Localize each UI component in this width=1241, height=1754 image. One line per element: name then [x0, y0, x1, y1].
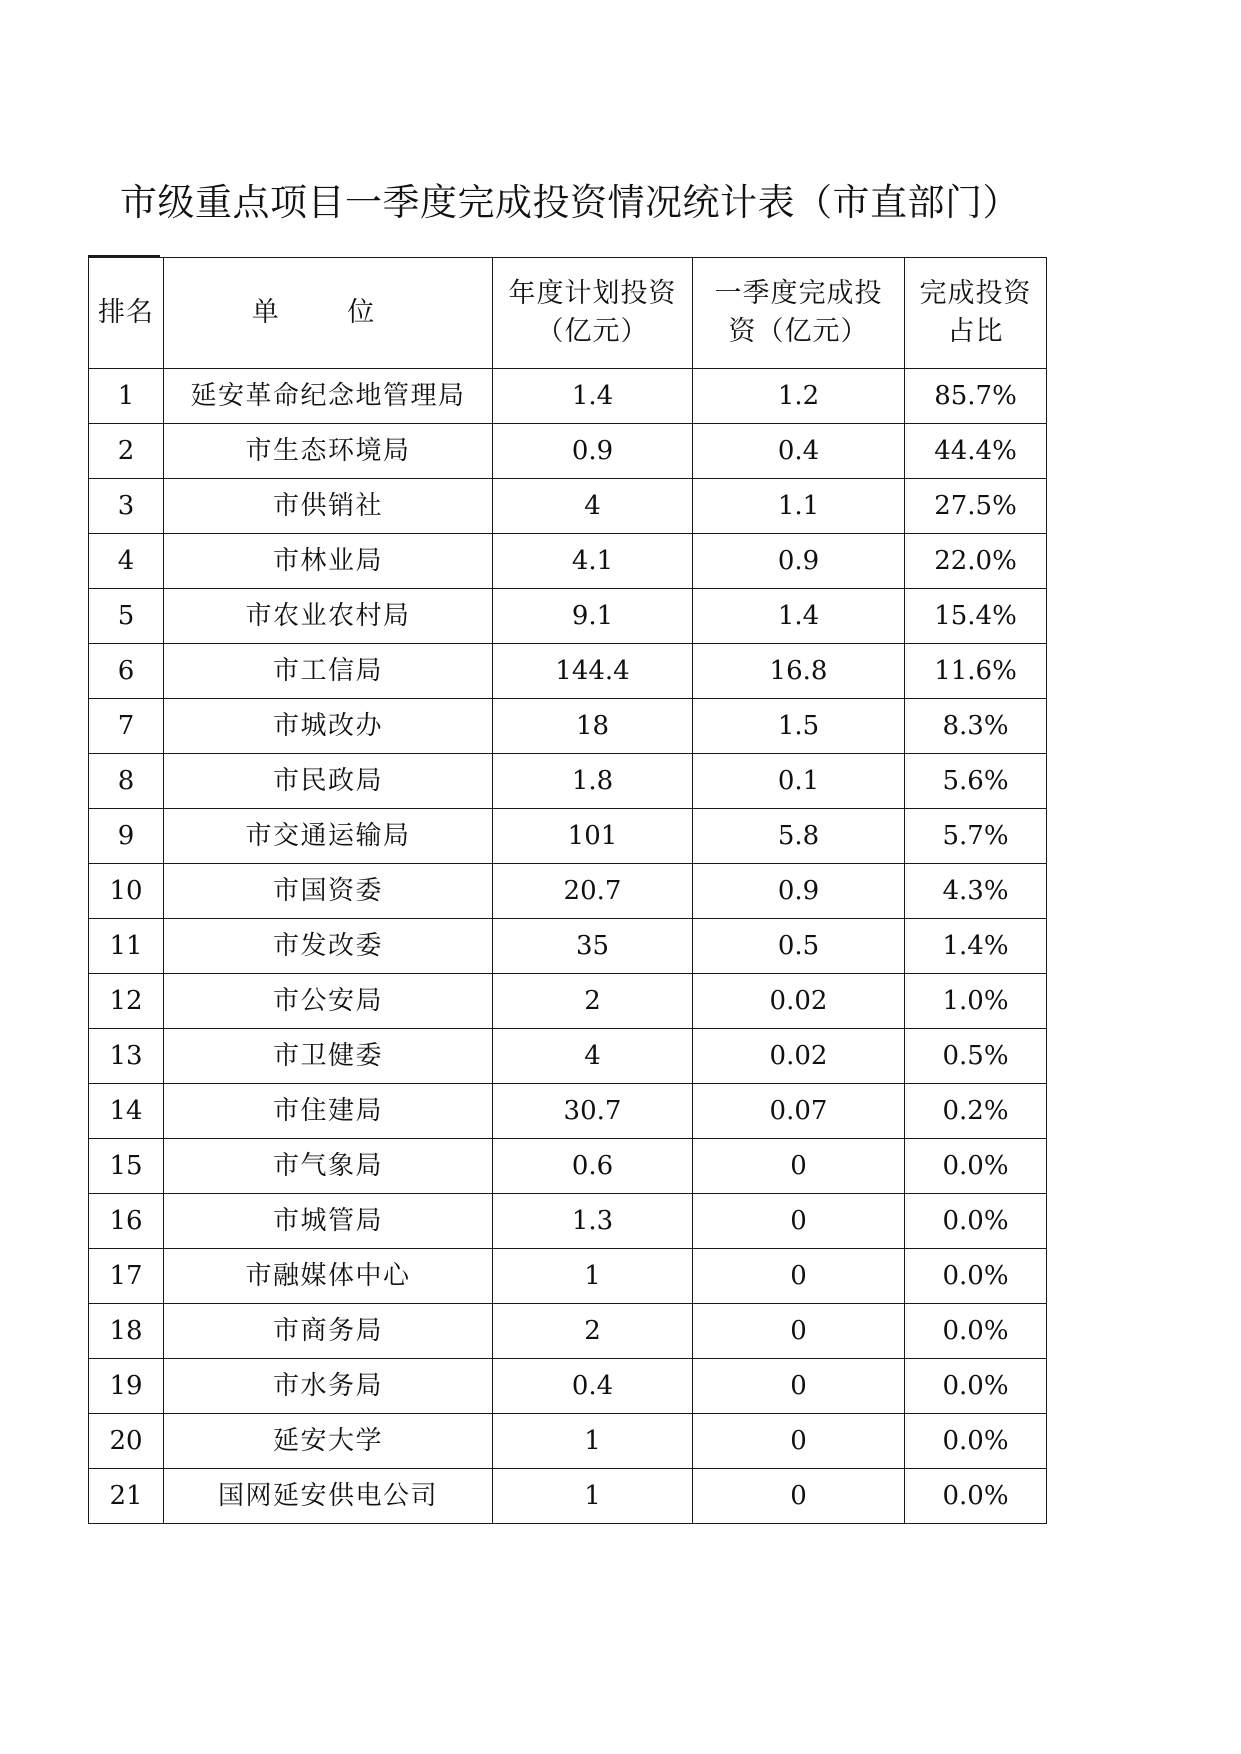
cell-q1-completed: 0.4 [693, 424, 905, 479]
header-q1-completed [693, 258, 905, 369]
cell-unit: 市水务局 [164, 1359, 493, 1414]
header-annual-plan-line2: （亿元） [536, 316, 649, 347]
cell-completion-ratio: 0.0% [905, 1194, 1047, 1249]
cell-completion-ratio: 0.0% [905, 1469, 1047, 1524]
cell-q1-completed: 0 [693, 1249, 905, 1304]
cell-rank: 2 [89, 424, 164, 479]
cell-rank: 18 [89, 1304, 164, 1359]
table-row [89, 1359, 1047, 1414]
cell-q1-completed: 0.02 [693, 1029, 905, 1084]
table-row [89, 809, 1047, 864]
header-unit-label: 单 位 [251, 297, 405, 328]
cell-unit: 国网延安供电公司 [164, 1469, 493, 1524]
cell-annual-plan: 1.8 [493, 754, 693, 809]
cell-q1-completed: 0 [693, 1414, 905, 1469]
cell-unit: 延安大学 [164, 1414, 493, 1469]
cell-rank: 12 [89, 974, 164, 1029]
cell-annual-plan: 1.4 [493, 369, 693, 424]
cell-unit: 延安革命纪念地管理局 [164, 369, 493, 424]
cell-annual-plan: 35 [493, 919, 693, 974]
cell-rank: 11 [89, 919, 164, 974]
cell-annual-plan: 30.7 [493, 1084, 693, 1139]
cell-annual-plan: 144.4 [493, 644, 693, 699]
cell-completion-ratio: 0.0% [905, 1139, 1047, 1194]
cell-annual-plan: 0.9 [493, 424, 693, 479]
cell-unit: 市生态环境局 [164, 424, 493, 479]
cell-rank: 1 [89, 369, 164, 424]
cell-rank: 19 [89, 1359, 164, 1414]
table-row [89, 974, 1047, 1029]
table-row [89, 1139, 1047, 1194]
table-body [89, 369, 1047, 1524]
cell-rank: 5 [89, 589, 164, 644]
cell-completion-ratio: 0.0% [905, 1249, 1047, 1304]
cell-q1-completed: 1.1 [693, 479, 905, 534]
table-row [89, 369, 1047, 424]
table-row [89, 589, 1047, 644]
table-row [89, 1304, 1047, 1359]
header-completion-ratio [905, 258, 1047, 369]
cell-q1-completed: 0.1 [693, 754, 905, 809]
cell-completion-ratio: 15.4% [905, 589, 1047, 644]
cell-completion-ratio: 5.7% [905, 809, 1047, 864]
header-annual-plan [493, 258, 693, 369]
cell-rank: 8 [89, 754, 164, 809]
table-row [89, 919, 1047, 974]
header-q1-completed-line1: 一季度完成投 [714, 278, 883, 309]
cell-rank: 6 [89, 644, 164, 699]
cell-completion-ratio: 27.5% [905, 479, 1047, 534]
cell-completion-ratio: 8.3% [905, 699, 1047, 754]
cell-annual-plan: 1 [493, 1249, 693, 1304]
cell-completion-ratio: 85.7% [905, 369, 1047, 424]
table-row [89, 644, 1047, 699]
cell-unit: 市农业农村局 [164, 589, 493, 644]
table-row [89, 1029, 1047, 1084]
page-title: 市级重点项目一季度完成投资情况统计表（市直部门） [120, 181, 1020, 224]
cell-annual-plan: 0.6 [493, 1139, 693, 1194]
cell-annual-plan: 2 [493, 1304, 693, 1359]
header-completion-ratio-line1: 完成投资 [919, 278, 1032, 309]
cell-q1-completed: 0.9 [693, 864, 905, 919]
cell-annual-plan: 1 [493, 1469, 693, 1524]
cell-unit: 市卫健委 [164, 1029, 493, 1084]
cell-unit: 市工信局 [164, 644, 493, 699]
cell-q1-completed: 0 [693, 1469, 905, 1524]
table-row [89, 754, 1047, 809]
cell-rank: 13 [89, 1029, 164, 1084]
cell-unit: 市住建局 [164, 1084, 493, 1139]
cell-q1-completed: 0 [693, 1194, 905, 1249]
cell-rank: 7 [89, 699, 164, 754]
cell-completion-ratio: 0.0% [905, 1414, 1047, 1469]
cell-completion-ratio: 4.3% [905, 864, 1047, 919]
header-unit [164, 258, 493, 369]
cell-q1-completed: 0 [693, 1304, 905, 1359]
table-row [89, 424, 1047, 479]
cell-rank: 21 [89, 1469, 164, 1524]
cell-q1-completed: 0.9 [693, 534, 905, 589]
cell-unit: 市国资委 [164, 864, 493, 919]
cell-q1-completed: 16.8 [693, 644, 905, 699]
cell-unit: 市供销社 [164, 479, 493, 534]
cell-completion-ratio: 0.2% [905, 1084, 1047, 1139]
header-rank: 排名 [89, 258, 164, 369]
cell-annual-plan: 18 [493, 699, 693, 754]
cell-rank: 17 [89, 1249, 164, 1304]
cell-q1-completed: 5.8 [693, 809, 905, 864]
header-completion-ratio-line2: 占比 [947, 316, 1004, 347]
cell-completion-ratio: 44.4% [905, 424, 1047, 479]
cell-unit: 市民政局 [164, 754, 493, 809]
cell-unit: 市融媒体中心 [164, 1249, 493, 1304]
table-row [89, 534, 1047, 589]
cell-completion-ratio: 11.6% [905, 644, 1047, 699]
cell-unit: 市气象局 [164, 1139, 493, 1194]
cell-rank: 9 [89, 809, 164, 864]
cell-completion-ratio: 1.0% [905, 974, 1047, 1029]
cell-annual-plan: 1.3 [493, 1194, 693, 1249]
cell-rank: 14 [89, 1084, 164, 1139]
table-header-row [89, 258, 1047, 369]
cell-annual-plan: 4.1 [493, 534, 693, 589]
cell-unit: 市林业局 [164, 534, 493, 589]
cell-annual-plan: 2 [493, 974, 693, 1029]
cell-annual-plan: 1 [493, 1414, 693, 1469]
cell-completion-ratio: 1.4% [905, 919, 1047, 974]
header-q1-completed-line2: 资（亿元） [728, 316, 869, 347]
cell-q1-completed: 0 [693, 1139, 905, 1194]
table-row [89, 699, 1047, 754]
cell-rank: 16 [89, 1194, 164, 1249]
cell-rank: 4 [89, 534, 164, 589]
cell-rank: 15 [89, 1139, 164, 1194]
cell-completion-ratio: 0.0% [905, 1304, 1047, 1359]
cell-unit: 市公安局 [164, 974, 493, 1029]
header-annual-plan-line1: 年度计划投资 [508, 278, 677, 309]
cell-annual-plan: 101 [493, 809, 693, 864]
cell-q1-completed: 1.2 [693, 369, 905, 424]
table-row [89, 864, 1047, 919]
cell-q1-completed: 0.5 [693, 919, 905, 974]
cell-completion-ratio: 5.6% [905, 754, 1047, 809]
cell-annual-plan: 0.4 [493, 1359, 693, 1414]
cell-annual-plan: 4 [493, 1029, 693, 1084]
cell-q1-completed: 1.5 [693, 699, 905, 754]
table-row [89, 1194, 1047, 1249]
cell-completion-ratio: 0.5% [905, 1029, 1047, 1084]
cell-rank: 20 [89, 1414, 164, 1469]
cell-annual-plan: 20.7 [493, 864, 693, 919]
table-row [89, 479, 1047, 534]
table-row [89, 1414, 1047, 1469]
cell-annual-plan: 4 [493, 479, 693, 534]
cell-unit: 市交通运输局 [164, 809, 493, 864]
cell-q1-completed: 0 [693, 1359, 905, 1414]
table-row [89, 1249, 1047, 1304]
cell-annual-plan: 9.1 [493, 589, 693, 644]
cell-unit: 市城改办 [164, 699, 493, 754]
cell-completion-ratio: 0.0% [905, 1359, 1047, 1414]
table-row [89, 1469, 1047, 1524]
cell-completion-ratio: 22.0% [905, 534, 1047, 589]
cell-unit: 市城管局 [164, 1194, 493, 1249]
investment-table [88, 257, 1047, 1524]
cell-unit: 市发改委 [164, 919, 493, 974]
cell-unit: 市商务局 [164, 1304, 493, 1359]
cell-q1-completed: 0.02 [693, 974, 905, 1029]
cell-q1-completed: 0.07 [693, 1084, 905, 1139]
cell-rank: 10 [89, 864, 164, 919]
cell-rank: 3 [89, 479, 164, 534]
cell-q1-completed: 1.4 [693, 589, 905, 644]
table-row [89, 1084, 1047, 1139]
